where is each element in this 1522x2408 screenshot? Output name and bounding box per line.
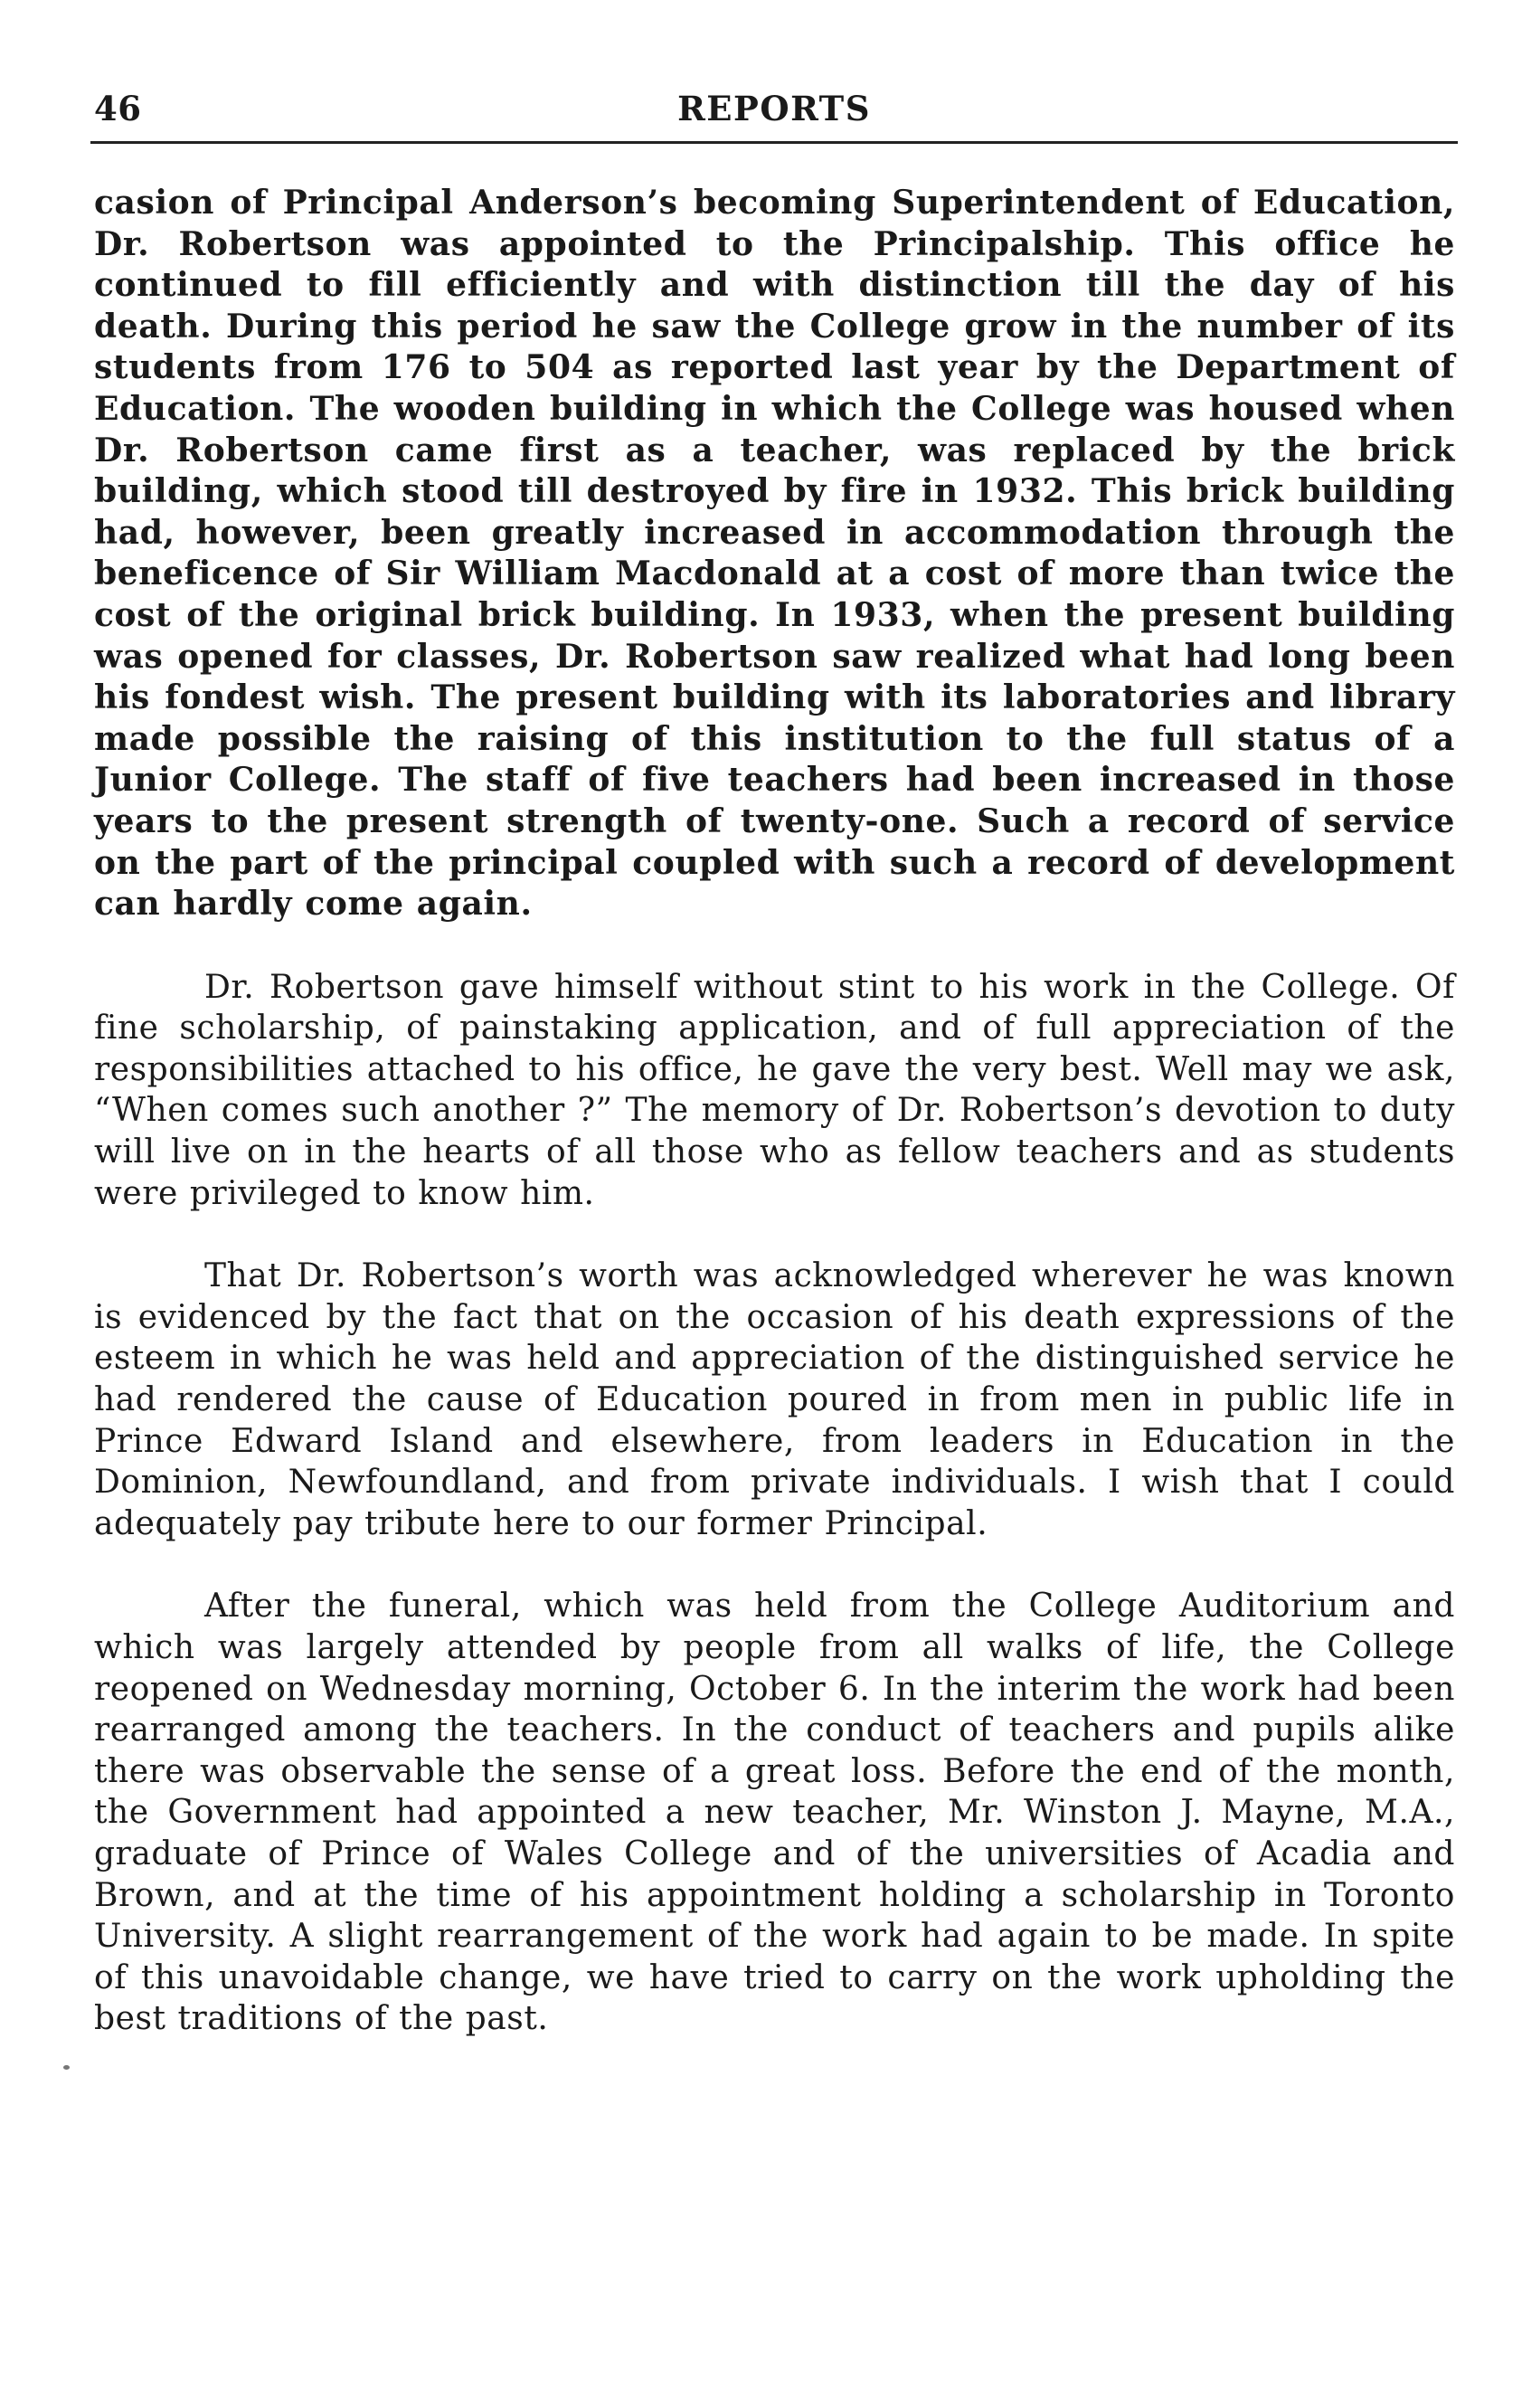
running-head: REPORTS xyxy=(677,89,871,128)
page-header xyxy=(92,83,1456,137)
print-speck xyxy=(63,2065,70,2070)
page-number: 46 xyxy=(94,89,142,128)
paragraph: That Dr. Robertson’s worth was acknowledged wherever he was known is evidenced by the fact that on the occasion of his death expressions of the esteem in which he was held and appreciation of the distinguished service he had rendered the cause of Education poured in from men in public life in Prince Edward Island and elsewhere, from leaders in Education in the Dominion, Newfoundland, and from private individuals. I wish that I could adequately pay tribute here to our former Principal. xyxy=(94,1257,1455,1542)
header-rule xyxy=(90,141,1458,144)
paragraph: After the funeral, which was held from the College Auditorium and which was largely attended by people from all walks of life, the College reopened on Wednesday morning, October 6. In the interim the work had been rearranged among the teachers. In the conduct of teachers and pupils alike there was observable the sense of a great loss. Before the end of the month, the Government had appointed a new teacher, Mr. Winston J. Mayne, M.A., graduate of Prince of Wales College and of the universities of Acadia and Brown, and at the time of his appointment holding a scholarship in Toronto University. A slight rearrangement of the work had again to be made. In spite of this unavoidable change, we have tried to carry on the work upholding the best traditions of the past. xyxy=(94,1588,1455,2038)
paragraph: Dr. Robertson gave himself without stint to his work in the College. Of fine scholarship, of painstaking application, and of full appreciation of the responsibilities attached to his office, he gave the very best. Well may we ask, “When comes such another ?” The memory of Dr. Robertson’s devotion to duty will live on in the hearts of all those who as fellow teachers and as students were privileged to know him. xyxy=(94,968,1455,1212)
paragraph-continued: casion of Principal Anderson’s becoming Superintendent of Education, Dr. Robertson was appointed to the Principalship. This office he continued to fill efficiently and with distinction till the day of his death. During this period he saw the College grow in the number of its students from 176 to 504 as reported last year by the Department of Education. The wooden building in which the College was housed when Dr. Robertson came first as a teacher, was replaced by the brick building, which stood till destroyed by fire in 1932. This brick building had, however, been greatly increased in accommodation through the beneficence of Sir William Macdonald at a cost of more than twice the cost of the original brick building. In 1933, when the present building was opened for classes, Dr. Robertson saw realized what had long been his fondest wish. The present building with its laboratories and library made possible the raising of this institution to the full status of a Junior College. The staff of five teachers had been increased in those years to the present strength of twenty-one. Such a record of service on the part of the principal coupled with such a record of development can hardly come again. xyxy=(94,184,1455,924)
body-text xyxy=(94,183,1455,2040)
